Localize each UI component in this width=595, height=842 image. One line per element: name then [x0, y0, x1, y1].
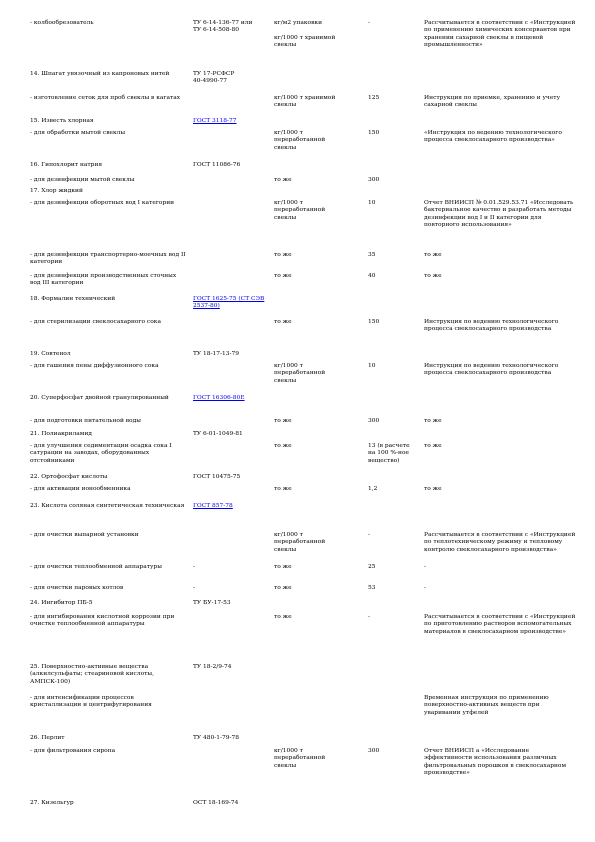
item-name-cell: - для очистки паровых котлов [30, 585, 124, 591]
unit-cell: кг/м2 упаковки кг/1000 т хранимой свеклы [274, 20, 336, 49]
item-name-cell: 26. Перлит [30, 735, 65, 741]
unit-cell: то же [274, 177, 292, 183]
item-name-cell: - для гашения пены диффузионного сока [30, 363, 159, 369]
unit-cell: то же [274, 252, 292, 258]
standard-cell: ТУ 6-14-136-77 или ТУ 6-14-508-80 [193, 20, 253, 34]
standard-cell: ТУ 6-01-1049-81 [193, 431, 243, 437]
standard-cell[interactable]: ГОСТ 3118-77 [193, 118, 237, 124]
item-name-cell: 16. Гипохлорит натрия [30, 162, 103, 168]
item-name-cell: 18. Формалин технический [30, 296, 116, 302]
unit-cell: то же [274, 418, 292, 424]
item-name-cell: 24. Ингибитор ПБ-5 [30, 600, 93, 606]
item-name-cell: - для стерилизации свеклосахарного сока [30, 319, 161, 325]
unit-cell: то же [274, 614, 292, 620]
item-name-cell: 19. Совтенол [30, 351, 71, 357]
item-name-cell: - для улучшения седиментации осадка сока I сатурации на заводах, оборудованных отстойниками [30, 443, 172, 464]
item-name-cell: - для активации ионообменника [30, 486, 131, 492]
norm-value-cell: 300 [368, 418, 380, 424]
source-document-cell: - [424, 585, 426, 591]
source-document-cell: - [424, 564, 426, 570]
source-document-cell: Инструкция по ведению технологического процесса свеклосахарного производства [424, 319, 559, 333]
item-name-cell: - для очистки теплообменной аппаратуры [30, 564, 162, 570]
unit-cell: кг/1000 т переработанной свеклы [274, 130, 326, 151]
item-name-cell: - для дезинфекции мытой свеклы [30, 177, 135, 183]
source-document-cell: Отчет ВНИИСП № 0.01.529.53.71 «Исследовать бактериальное качество и разработать методы дезинфекции вод I и II категории для повторного использования» [424, 200, 574, 229]
unit-cell: то же [274, 273, 292, 279]
norm-value-cell: 150 [368, 319, 380, 325]
unit-cell: то же [274, 564, 292, 570]
source-document-cell: Временная инструкция по применению поверхностно-активных веществ при уваривании утфелей [424, 695, 549, 716]
standard-cell: ГОСТ 11086-76 [193, 162, 241, 168]
item-name-cell: - для дезинфекции производственных сточных вод III категории [30, 273, 177, 287]
item-name-cell: 23. Кислота соляная синтетическая техническая [30, 503, 185, 509]
norm-value-cell: 10 [368, 363, 376, 369]
norm-value-cell: 300 [368, 748, 380, 754]
norm-value-cell: 13 (в расчете на 100 %-ное вещество) [368, 443, 410, 464]
standard-cell: ГОСТ 10475-75 [193, 474, 241, 480]
norm-value-cell: - [368, 532, 370, 538]
item-name-cell: 20. Суперфосфат двойной гранулированный [30, 395, 169, 401]
standard-cell: ТУ 18-17-13-79 [193, 351, 240, 357]
norm-value-cell: 35 [368, 252, 376, 258]
norm-value-cell: 1,2 [368, 486, 378, 492]
standard-cell[interactable]: ГОСТ 16306-80Е [193, 395, 245, 401]
norm-value-cell: 300 [368, 177, 380, 183]
item-name-cell: - для очистки выпарной установки [30, 532, 139, 538]
source-document-cell: то же [424, 443, 442, 449]
norm-value-cell: 10 [368, 200, 376, 206]
norm-value-cell: 150 [368, 130, 380, 136]
unit-cell: кг/1000 т переработанной свеклы [274, 532, 326, 553]
unit-cell: кг/1000 т переработанной свеклы [274, 748, 326, 769]
standard-cell: ОСТ 18-169-74 [193, 800, 239, 806]
source-document-cell: Рассчитывается в соответствии с «Инструкцией по приготовлению растворов вспомогательных материалов в свеклосахарном производстве» [424, 614, 576, 635]
item-name-cell: 25. Поверхностно-активные вещества (алкилсульфаты; стеариновой кислоты, АМПСК-100) [30, 664, 154, 685]
source-document-cell: Рассчитывается в соответствии с «Инструкцией по теплотехническому режиму и тепловому контролю свеклосахарного производства» [424, 532, 576, 553]
source-document-cell: «Инструкция по ведению технологического процесса свеклосахарного производства» [424, 130, 562, 144]
item-name-cell: 21. Полиакриламид [30, 431, 92, 437]
item-name-cell: 15. Известь хлорная [30, 118, 94, 124]
standard-cell: ТУ БУ-17-53 [193, 600, 231, 606]
source-document-cell: Инструкция по ведению технологического процесса свеклосахарного производства [424, 363, 559, 377]
item-name-cell: 27. Кизельгур [30, 800, 74, 806]
item-name-cell: - для интенсификации процессов кристаллизации и центрифугирования [30, 695, 152, 709]
item-name-cell: - колбообрезователь [30, 20, 94, 26]
standard-cell: ТУ 480-1-79-78 [193, 735, 240, 741]
item-name-cell: - для фильтрования сиропа [30, 748, 116, 754]
norm-value-cell: 53 [368, 585, 376, 591]
unit-cell: кг/1000 т переработанной свеклы [274, 363, 326, 384]
norm-value-cell: 125 [368, 95, 380, 101]
unit-cell: то же [274, 319, 292, 325]
item-name-cell: - для подготовки питательной воды [30, 418, 141, 424]
standard-cell: ТУ 18-2/9-74 [193, 664, 232, 670]
standard-cell[interactable]: ГОСТ 1625-75 (СТ СЭВ 2537-80) [193, 296, 265, 310]
item-name-cell: - для обработки мытой свеклы [30, 130, 126, 136]
item-name-cell: - изготовление сеток для проб свеклы в кагатах [30, 95, 181, 101]
standard-cell: - [193, 585, 195, 591]
standard-cell: ТУ 17-РСФСР 40-4990-77 [193, 71, 235, 85]
item-name-cell: 14. Шпагат увязочный из капроновых нитей [30, 71, 170, 77]
source-document-cell: Рассчитывается в соответствии с «Инструкцией по применению химических консервантов при хранении сахарной свеклы в пищевой промышленности» [424, 20, 576, 49]
standard-cell[interactable]: ГОСТ 857-78 [193, 503, 233, 509]
item-name-cell: 17. Хлор жидкий [30, 188, 83, 194]
source-document-cell: то же [424, 252, 442, 258]
source-document-cell: то же [424, 418, 442, 424]
norm-value-cell: 25 [368, 564, 376, 570]
norm-value-cell: - [368, 20, 370, 26]
item-name-cell: - для дезинфекции транспортерно-моечных вод II категории [30, 252, 186, 266]
unit-cell: то же [274, 585, 292, 591]
item-name-cell: - для ингибирования кислотной коррозии при очистке теплообменной аппаратуры [30, 614, 175, 628]
norm-value-cell: - [368, 614, 370, 620]
source-document-cell: то же [424, 273, 442, 279]
source-document-cell: то же [424, 486, 442, 492]
unit-cell: кг/1000 т переработанной свеклы [274, 200, 326, 221]
unit-cell: то же [274, 443, 292, 449]
unit-cell: то же [274, 486, 292, 492]
source-document-cell: Отчет ВНИИСП а «Исследование эффективности использования различных фильтровальных порошков в свеклосахарном производстве» [424, 748, 567, 777]
item-name-cell: - для дезинфекции оборотных вод I категории [30, 200, 175, 206]
source-document-cell: Инструкция по приемке, хранению и учету сахарной свеклы [424, 95, 561, 109]
standard-cell: - [193, 564, 195, 570]
unit-cell: кг/1000 т хранимой свеклы [274, 95, 336, 109]
item-name-cell: 22. Ортофосфат кислоты [30, 474, 108, 480]
norm-value-cell: 40 [368, 273, 376, 279]
